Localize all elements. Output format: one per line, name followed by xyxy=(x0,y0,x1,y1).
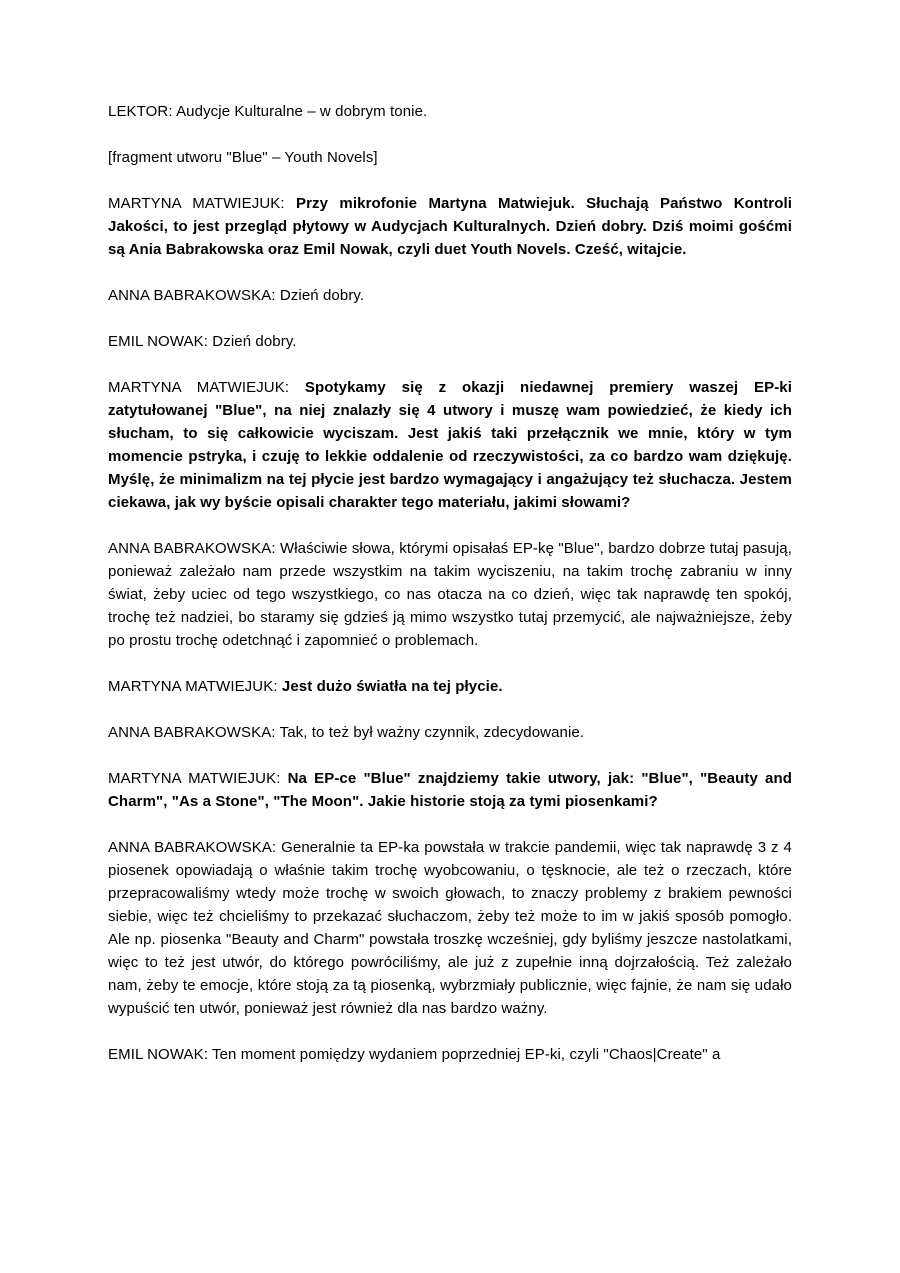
speaker-label: MARTYNA MATWIEJUK: xyxy=(108,678,278,695)
speaker-label: EMIL NOWAK: xyxy=(108,1046,208,1063)
speech-text: Dzień dobry. xyxy=(279,287,365,304)
speaker-label: MARTYNA MATWIEJUK: xyxy=(108,195,285,212)
speech-text: [fragment utworu "Blue" – Youth Novels] xyxy=(108,149,378,166)
paragraph-anna-confirm xyxy=(108,721,792,744)
speech-text: Generalnie ta EP-ka powstała w trakcie pandemii, więc tak naprawdę 3 z 4 piosenek opowiadają o właśnie takim trochę wyobcowaniu, o tęsknocie, ale też o rzeczach, które przepracowaliśmy wtedy może trochę w swoich głowach, to znaczy problemy z brakiem pewności siebie, więc też chcieliśmy to przekazać słuchaczom, żeby też może to im w jakiś sposób pomogło. Ale np. piosenka "Beauty and Charm" powstała troszkę wcześniej, gdy byliśmy jeszcze nastolatkami, więc to też jest utwór, do którego powróciliśmy, ale już z zupełnie inną dojrzałością. Też zależało nam, żeby te emocje, które stoją za tą piosenką, wybrzmiały publicznie, więc fajnie, że nam się udało wypuścić ten utwór, ponieważ jest również dla nas bardzo ważny. xyxy=(108,839,792,1017)
speech-text: Dzień dobry. xyxy=(212,333,297,350)
paragraph-anna-greeting xyxy=(108,284,792,307)
speech-text: Na EP-ce "Blue" znajdziemy takie utwory, jak: "Blue", "Beauty and Charm", "As a Stone", "The Moon". Jakie historie stoją za tymi piosenkami? xyxy=(108,770,792,810)
paragraph-martyna-remark-light xyxy=(108,675,792,698)
paragraph-anna-answer-songs xyxy=(108,836,792,1020)
speaker-label: ANNA BABRAKOWSKA: xyxy=(108,724,276,741)
speaker-label: ANNA BABRAKOWSKA: xyxy=(108,287,276,304)
paragraph-lektor xyxy=(108,100,792,123)
speaker-label: LEKTOR: xyxy=(108,103,173,120)
speech-text: Spotykamy się z okazji niedawnej premiery waszej EP-ki zatytułowanej "Blue", na niej znalazły się 4 utwory i muszę wam powiedzieć, że kiedy ich słucham, to się całkowicie wyciszam. Jest jakiś taki przełącznik we mnie, który w tym momencie pstryka, i czuję to lekkie oddalenie od rzeczywistości, za co bardzo wam dziękuję. Myślę, że minimalizm na tej płycie jest bardzo wymagający i angażujący też słuchacza. Jestem ciekawa, jak wy byście opisali charakter tego materiału, jakimi słowami? xyxy=(108,379,792,511)
speaker-label: EMIL NOWAK: xyxy=(108,333,208,350)
speech-text: Jest dużo światła na tej płycie. xyxy=(281,678,503,695)
paragraph-martyna-question-character xyxy=(108,376,792,514)
paragraph-emil-greeting xyxy=(108,330,792,353)
speaker-label: ANNA BABRAKOWSKA: xyxy=(108,839,277,856)
paragraph-emil-chaos-create xyxy=(108,1043,792,1066)
speech-text: Właściwie słowa, którymi opisałaś EP-kę "Blue", bardzo dobrze tutaj pasują, ponieważ zależało nam przede wszystkim na takim wyciszeniu, na takim trochę zabraniu w inny świat, żeby uciec od tego wszystkiego, co nas otacza na co dzień, więc tak naprawdę ten spokój, trochę też nadziei, bo staramy się gdzieś ją mimo wszystko tutaj przemycić, ale najważniejsze, żeby po prostu trochę odetchnąć i zapomnieć o problemach. xyxy=(108,540,792,649)
speaker-label: MARTYNA MATWIEJUK: xyxy=(108,770,281,787)
speech-text: Audycje Kulturalne – w dobrym tonie. xyxy=(176,103,428,120)
speaker-label: ANNA BABRAKOWSKA: xyxy=(108,540,276,557)
speech-text: Tak, to też był ważny czynnik, zdecydowanie. xyxy=(279,724,585,741)
speech-text: Ten moment pomiędzy wydaniem poprzedniej EP-ki, czyli "Chaos|Create" a xyxy=(212,1046,721,1063)
paragraph-martyna-question-songs xyxy=(108,767,792,813)
paragraph-anna-answer-character xyxy=(108,537,792,652)
speech-text: Przy mikrofonie Martyna Matwiejuk. Słuchają Państwo Kontroli Jakości, to jest przegląd płytowy w Audycjach Kulturalnych. Dzień dobry. Dziś moimi gośćmi są Ania Babrakowska oraz Emil Nowak, czyli duet Youth Novels. Cześć, witajcie. xyxy=(108,195,793,258)
speaker-label: MARTYNA MATWIEJUK: xyxy=(108,379,290,396)
paragraph-music-fragment xyxy=(108,146,792,169)
paragraph-martyna-intro xyxy=(108,192,792,261)
